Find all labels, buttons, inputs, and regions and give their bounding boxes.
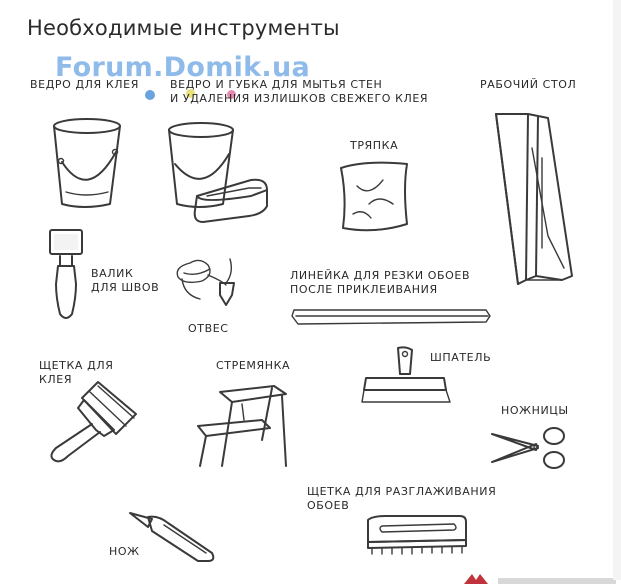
ruler-icon — [290, 306, 495, 328]
smoothing-brush-icon — [362, 512, 472, 560]
watermark: Forum.Domik.ua — [55, 52, 311, 83]
label-spatula: ШПАТЕЛЬ — [430, 351, 492, 364]
brand-logo — [462, 570, 621, 584]
label-work-table: РАБОЧИЙ СТОЛ — [480, 78, 577, 91]
seam-roller-icon — [44, 226, 89, 324]
label-smoothing-brush: ЩЕТКА ДЛЯ РАЗГЛАЖИВАНИЯ ОБОЕВ — [307, 485, 497, 512]
label-bucket-sponge: ВЕДРО И ГУБКА ДЛЯ МЫТЬЯ СТЕН И УДАЛЕНИЯ ИЗЛИШКОВ СВЕЖЕГО КЛЕЯ — [170, 78, 429, 105]
label-seam-roller: ВАЛИК ДЛЯ ШВОВ — [91, 267, 160, 294]
knife-icon — [128, 505, 218, 567]
stepladder-icon — [192, 380, 297, 470]
glue-brush-icon — [42, 378, 142, 464]
page-title: Необходимые инструменты — [27, 16, 340, 40]
label-plumb: ОТВЕС — [188, 322, 229, 335]
spatula-icon — [358, 344, 456, 406]
label-ruler: ЛИНЕЙКА ДЛЯ РЕЗКИ ОБОЕВ ПОСЛЕ ПРИКЛЕИВАНИЯ — [290, 269, 471, 296]
bucket-glue-icon — [48, 112, 128, 212]
label-scissors: НОЖНИЦЫ — [501, 404, 569, 417]
label-knife: НОЖ — [109, 545, 140, 558]
scissors-icon — [488, 424, 573, 474]
right-edge-bar — [613, 0, 621, 580]
work-table-icon — [488, 108, 583, 288]
plumb-icon — [170, 255, 245, 315]
label-bucket-glue: ВЕДРО ДЛЯ КЛЕЯ — [30, 78, 139, 91]
label-rag: ТРЯПКА — [350, 139, 399, 152]
watermark-dot-blue — [145, 90, 155, 100]
label-glue-brush: ЩЕТКА ДЛЯ КЛЕЯ — [39, 359, 114, 386]
rag-icon — [335, 158, 415, 236]
bucket-sponge-icon — [163, 118, 273, 228]
label-stepladder: СТРЕМЯНКА — [216, 359, 291, 372]
